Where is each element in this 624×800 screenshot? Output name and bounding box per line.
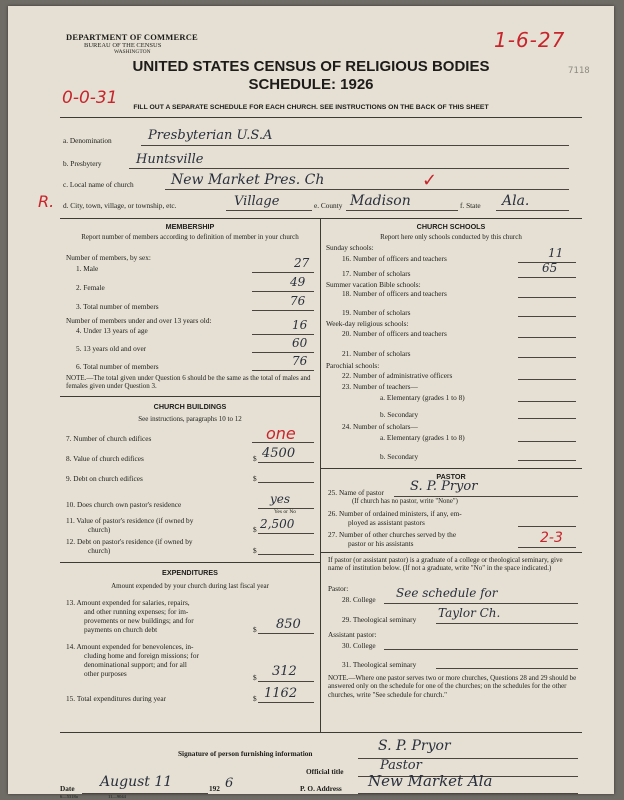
schools-heading: CHURCH SCHOOLS xyxy=(416,222,486,231)
assistant-sub-label: Assistant pastor: xyxy=(328,630,377,639)
state-value[interactable]: Ala. xyxy=(502,193,530,209)
q3-label: 3. Total number of members xyxy=(76,302,159,311)
city-label: WASHINGTON xyxy=(114,49,151,55)
graduate-note: If pastor (or assistant pastor) is a graduate of a college or theological seminary, give name of institution below. (If not a graduate, write "No" in the space indicated.) xyxy=(328,556,563,573)
county-label: e. County xyxy=(314,201,343,210)
q13-value[interactable]: 850 xyxy=(276,617,301,632)
q27-value[interactable]: 2-3 xyxy=(540,530,563,546)
q11-residence-value[interactable]: 2,500 xyxy=(260,517,295,531)
q28-label: 28. College xyxy=(342,595,376,604)
q28-college-value[interactable]: See schedule for xyxy=(396,586,498,600)
yes-no-hint: Yes or No xyxy=(274,509,297,515)
q13-label: 13. Amount expended for salaries, repairs, xyxy=(66,598,190,607)
signature-value[interactable]: S. P. Pryor xyxy=(378,738,451,754)
q6-total-value[interactable]: 76 xyxy=(292,354,308,368)
po-address-label: P. O. Address xyxy=(300,784,342,793)
q31-label: 31. Theological seminary xyxy=(342,660,417,669)
q20-label: 20. Number of officers and teachers xyxy=(342,329,447,338)
state-label: f. State xyxy=(460,201,481,210)
q29-label: 29. Theological seminary xyxy=(342,615,417,624)
buildings-subheading: See instructions, paragraphs 10 to 12 xyxy=(138,415,242,423)
q8-label: 8. Value of church edifices xyxy=(66,454,144,463)
print-code: 6—5318a xyxy=(60,794,78,799)
date-value[interactable]: August 11 xyxy=(100,774,173,790)
q23b-label: b. Secondary xyxy=(380,410,419,419)
q25-label: 25. Name of pastor xyxy=(328,488,384,497)
q12-label: 12. Debt on pastor's residence (if owned by xyxy=(66,537,193,546)
q30-label: 30. College xyxy=(342,641,376,650)
q22-label: 22. Number of administrative officers xyxy=(342,371,453,380)
q7-edifices-value[interactable]: one xyxy=(266,424,296,443)
weekday-label: Week-day religious schools: xyxy=(326,319,409,328)
q10-label: 10. Does church own pastor's residence xyxy=(66,500,182,509)
q24a-label: a. Elementary (grades 1 to 8) xyxy=(380,433,465,442)
instruction-line: FILL OUT A SEPARATE SCHEDULE FOR EACH CHURCH. SEE INSTRUCTIONS ON THE BACK OF THIS SHEET xyxy=(133,104,489,111)
q18-label: 18. Number of officers and teachers xyxy=(342,289,447,298)
q14-label: 14. Amount expended for benevolences, in- xyxy=(66,642,194,651)
membership-heading: MEMBERSHIP xyxy=(165,222,215,231)
sunday-label: Sunday schools: xyxy=(326,243,374,252)
q5-label: 5. 13 years old and over xyxy=(76,344,147,353)
q2-female-value[interactable]: 49 xyxy=(290,275,306,289)
q14-value[interactable]: 312 xyxy=(272,664,297,679)
red-date-annotation: 1-6-27 xyxy=(494,28,566,52)
church-name-label: c. Local name of church xyxy=(63,180,134,189)
census-schedule-document: DEPARTMENT OF COMMERCE BUREAU OF THE CENSUS WASHINGTON 1-6-27 7118 UNITED STATES CENSUS OF RELIGIOUS BODIES SCHEDULE: 1926 0-0-31 FILL OUT A SEPARATE SCHEDULE FOR EACH CHURCH. SEE INSTRUCTIONS ON THE BACK OF THIS SHEET a. Denomination Presbyterian U.S.A b. Presbytery Huntsville c. Local name of church New Market Pres. Ch ✓ R. d. City, town, village, or township, etc. Village e. County Madison f. State Ala. MEMBERSHIP Report number of members according to definition of member in your church Number of members, by sex: 1. Male 27 2. Female 49 3. Total number of members 76 Number of members under and over 13 years old: 4. Under 13 years of age 16 5. 13 years old and over 60 6. Total number of members 76 NOTE.—The total given under Question 6 should be the same as the total of males and females given under Question 3. CHURCH BUILDINGS See instructions, paragraphs 10 to 12 7. Number of church edifices one 8. Value of church edifices $ 4500 9. Debt on church edifices $ 10. Does church own pastor's residence yes Yes or No 11. Value of pastor's residence (if owned by church) $ 2,500 12. Debt on pastor's residence (if owned by church) $ EXPENDITURES Amount expended by your church during last fiscal year 13. Amount expended for salaries, repairs, and other running expenses; for im- provements or new buildings; and for payments on church debt $ 850 14. Amount expended for benevolences, in- cluding home and foreign missions; for denominational support; and for all other purposes $ 312 15. Total expenditures during year $ 1162 CHURCH SCHOOLS Report here only schools conducted by this church Sunday schools: 16. Number of officers and teachers 11 17. Number of scholars 65 Summer vacation Bible schools: 18. Number of officers and teachers 19. Number of scholars Week-day religious schools: 20. Number of officers and teachers 21. Number of scholars Parochial schools: 22. Number of administrative officers 23. Number of teachers— a. Elementary (grades 1 to 8) b. Secondary 24. Number of scholars— a. Elementary (grades 1 to 8) b. Secondary PASTOR 25. Name of pastor S. P. Pryor (If church has no pastor, write "None") 26. Number of ordained ministers, if any, em- ployed as assistant pastors 27. Number of other churches served by the pastor or his assistants 2-3 If pastor (or assistant pastor) is a graduate of a college or theological seminary, give name of institution below. (If not a graduate, write "No" in the space indicated.) Pastor: 28. College See schedule for 29. Theological seminary Taylor Ch. Assistant pastor: 30. College 31. Theological seminary NOTE.—Where one pastor serves two or more churches, Questions 28 and 29 should be answered only on the schedule for one of the churches; on the schedules for the other churches, write "See schedule for church." Signature of person furnishing information S. P. Pryor Official title Pastor Date August 11 192 6 6—5318a 11—9044 P. O. Address New Market Ala xyxy=(8,6,614,794)
print-code-2: 11—9044 xyxy=(108,794,126,799)
q4-under13-value[interactable]: 16 xyxy=(292,318,308,332)
q16-value[interactable]: 11 xyxy=(548,246,564,260)
q3-total-value[interactable]: 76 xyxy=(290,294,306,308)
po-address-value[interactable]: New Market Ala xyxy=(368,772,493,790)
year-digit-value[interactable]: 6 xyxy=(225,776,234,791)
by-sex-label: Number of members, by sex: xyxy=(66,253,151,262)
q11-label: 11. Value of pastor's residence (if owned by xyxy=(66,516,194,525)
q19-label: 19. Number of scholars xyxy=(342,308,411,317)
q9-label: 9. Debt on church edifices xyxy=(66,474,143,483)
pastor-heading: PASTOR xyxy=(436,472,466,481)
department-label: DEPARTMENT OF COMMERCE xyxy=(66,32,198,42)
q25-pastor-value[interactable]: S. P. Pryor xyxy=(410,479,478,494)
denomination-label: a. Denomination xyxy=(63,136,112,145)
q1-male-value[interactable]: 27 xyxy=(294,256,310,270)
city-value[interactable]: Village xyxy=(234,194,280,209)
presbytery-value[interactable]: Huntsville xyxy=(136,152,204,167)
q24b-label: b. Secondary xyxy=(380,452,419,461)
schools-subheading: Report here only schools conducted by this church xyxy=(380,233,522,241)
official-title-value[interactable]: Pastor xyxy=(380,758,422,773)
parochial-label: Parochial schools: xyxy=(326,361,380,370)
pastor-sub-label: Pastor: xyxy=(328,584,349,593)
q17-value[interactable]: 65 xyxy=(542,261,558,275)
q5-over13-value[interactable]: 60 xyxy=(292,336,308,350)
q23a-label: a. Elementary (grades 1 to 8) xyxy=(380,393,465,402)
q26-label: 26. Number of ordained ministers, if any, em- xyxy=(328,509,462,518)
year-prefix: 192 xyxy=(209,784,220,793)
expenditures-subheading: Amount expended by your church during last fiscal year xyxy=(111,582,269,590)
official-title-label: Official title xyxy=(306,767,344,776)
form-title: UNITED STATES CENSUS OF RELIGIOUS BODIES xyxy=(132,58,490,75)
expenditures-heading: EXPENDITURES xyxy=(162,568,218,577)
q7-label: 7. Number of church edifices xyxy=(66,434,152,443)
q24-label: 24. Number of scholars— xyxy=(342,422,418,431)
q1-label: 1. Male xyxy=(76,264,99,273)
q23-label: 23. Number of teachers— xyxy=(342,382,418,391)
bureau-label: BUREAU OF THE CENSUS xyxy=(84,42,162,49)
q15-total-value[interactable]: 1162 xyxy=(264,686,298,701)
city-label-field: d. City, town, village, or township, etc. xyxy=(63,201,177,210)
presbytery-label: b. Presbytery xyxy=(63,159,102,168)
signature-label: Signature of person furnishing information xyxy=(178,749,313,758)
q4-label: 4. Under 13 years of age xyxy=(76,326,148,335)
buildings-heading: CHURCH BUILDINGS xyxy=(153,402,227,411)
q10-residence-value[interactable]: yes xyxy=(270,492,291,506)
membership-subheading: Report number of members according to definition of member in your church xyxy=(81,233,299,241)
q21-label: 21. Number of scholars xyxy=(342,349,411,358)
red-r-annotation: R. xyxy=(38,192,55,211)
summer-label: Summer vacation Bible schools: xyxy=(326,280,421,289)
date-label: Date xyxy=(60,784,75,793)
church-name-value[interactable]: New Market Pres. Ch xyxy=(171,172,325,188)
q16-label: 16. Number of officers and teachers xyxy=(342,254,447,263)
q29-seminary-value[interactable]: Taylor Ch. xyxy=(438,606,501,620)
membership-note: NOTE.—The total given under Question 6 should be the same as the total of males and females given under Question 3. xyxy=(66,374,311,391)
by-age-label: Number of members under and over 13 years old: xyxy=(66,316,212,325)
q2-label: 2. Female xyxy=(76,283,105,292)
pastor-footer-note: NOTE.—Where one pastor serves two or more churches, Questions 28 and 29 should be answered only on the schedule for one of the churches; on the schedules for the other churches, write "See schedule for church." xyxy=(328,674,577,699)
stamp-number: 7118 xyxy=(568,66,590,76)
check-mark-icon: ✓ xyxy=(422,170,438,191)
q25-hint: (If church has no pastor, write "None") xyxy=(352,498,458,505)
q6-label: 6. Total number of members xyxy=(76,362,159,371)
q8-value-edifices[interactable]: 4500 xyxy=(262,446,296,461)
denomination-value[interactable]: Presbyterian U.S.A xyxy=(148,128,273,143)
schedule-title: SCHEDULE: 1926 xyxy=(248,76,374,93)
q17-label: 17. Number of scholars xyxy=(342,269,411,278)
q15-label: 15. Total expenditures during year xyxy=(66,694,167,703)
county-value[interactable]: Madison xyxy=(350,193,411,209)
red-code-annotation: 0-0-31 xyxy=(62,88,118,108)
q27-label: 27. Number of other churches served by the xyxy=(328,530,457,539)
